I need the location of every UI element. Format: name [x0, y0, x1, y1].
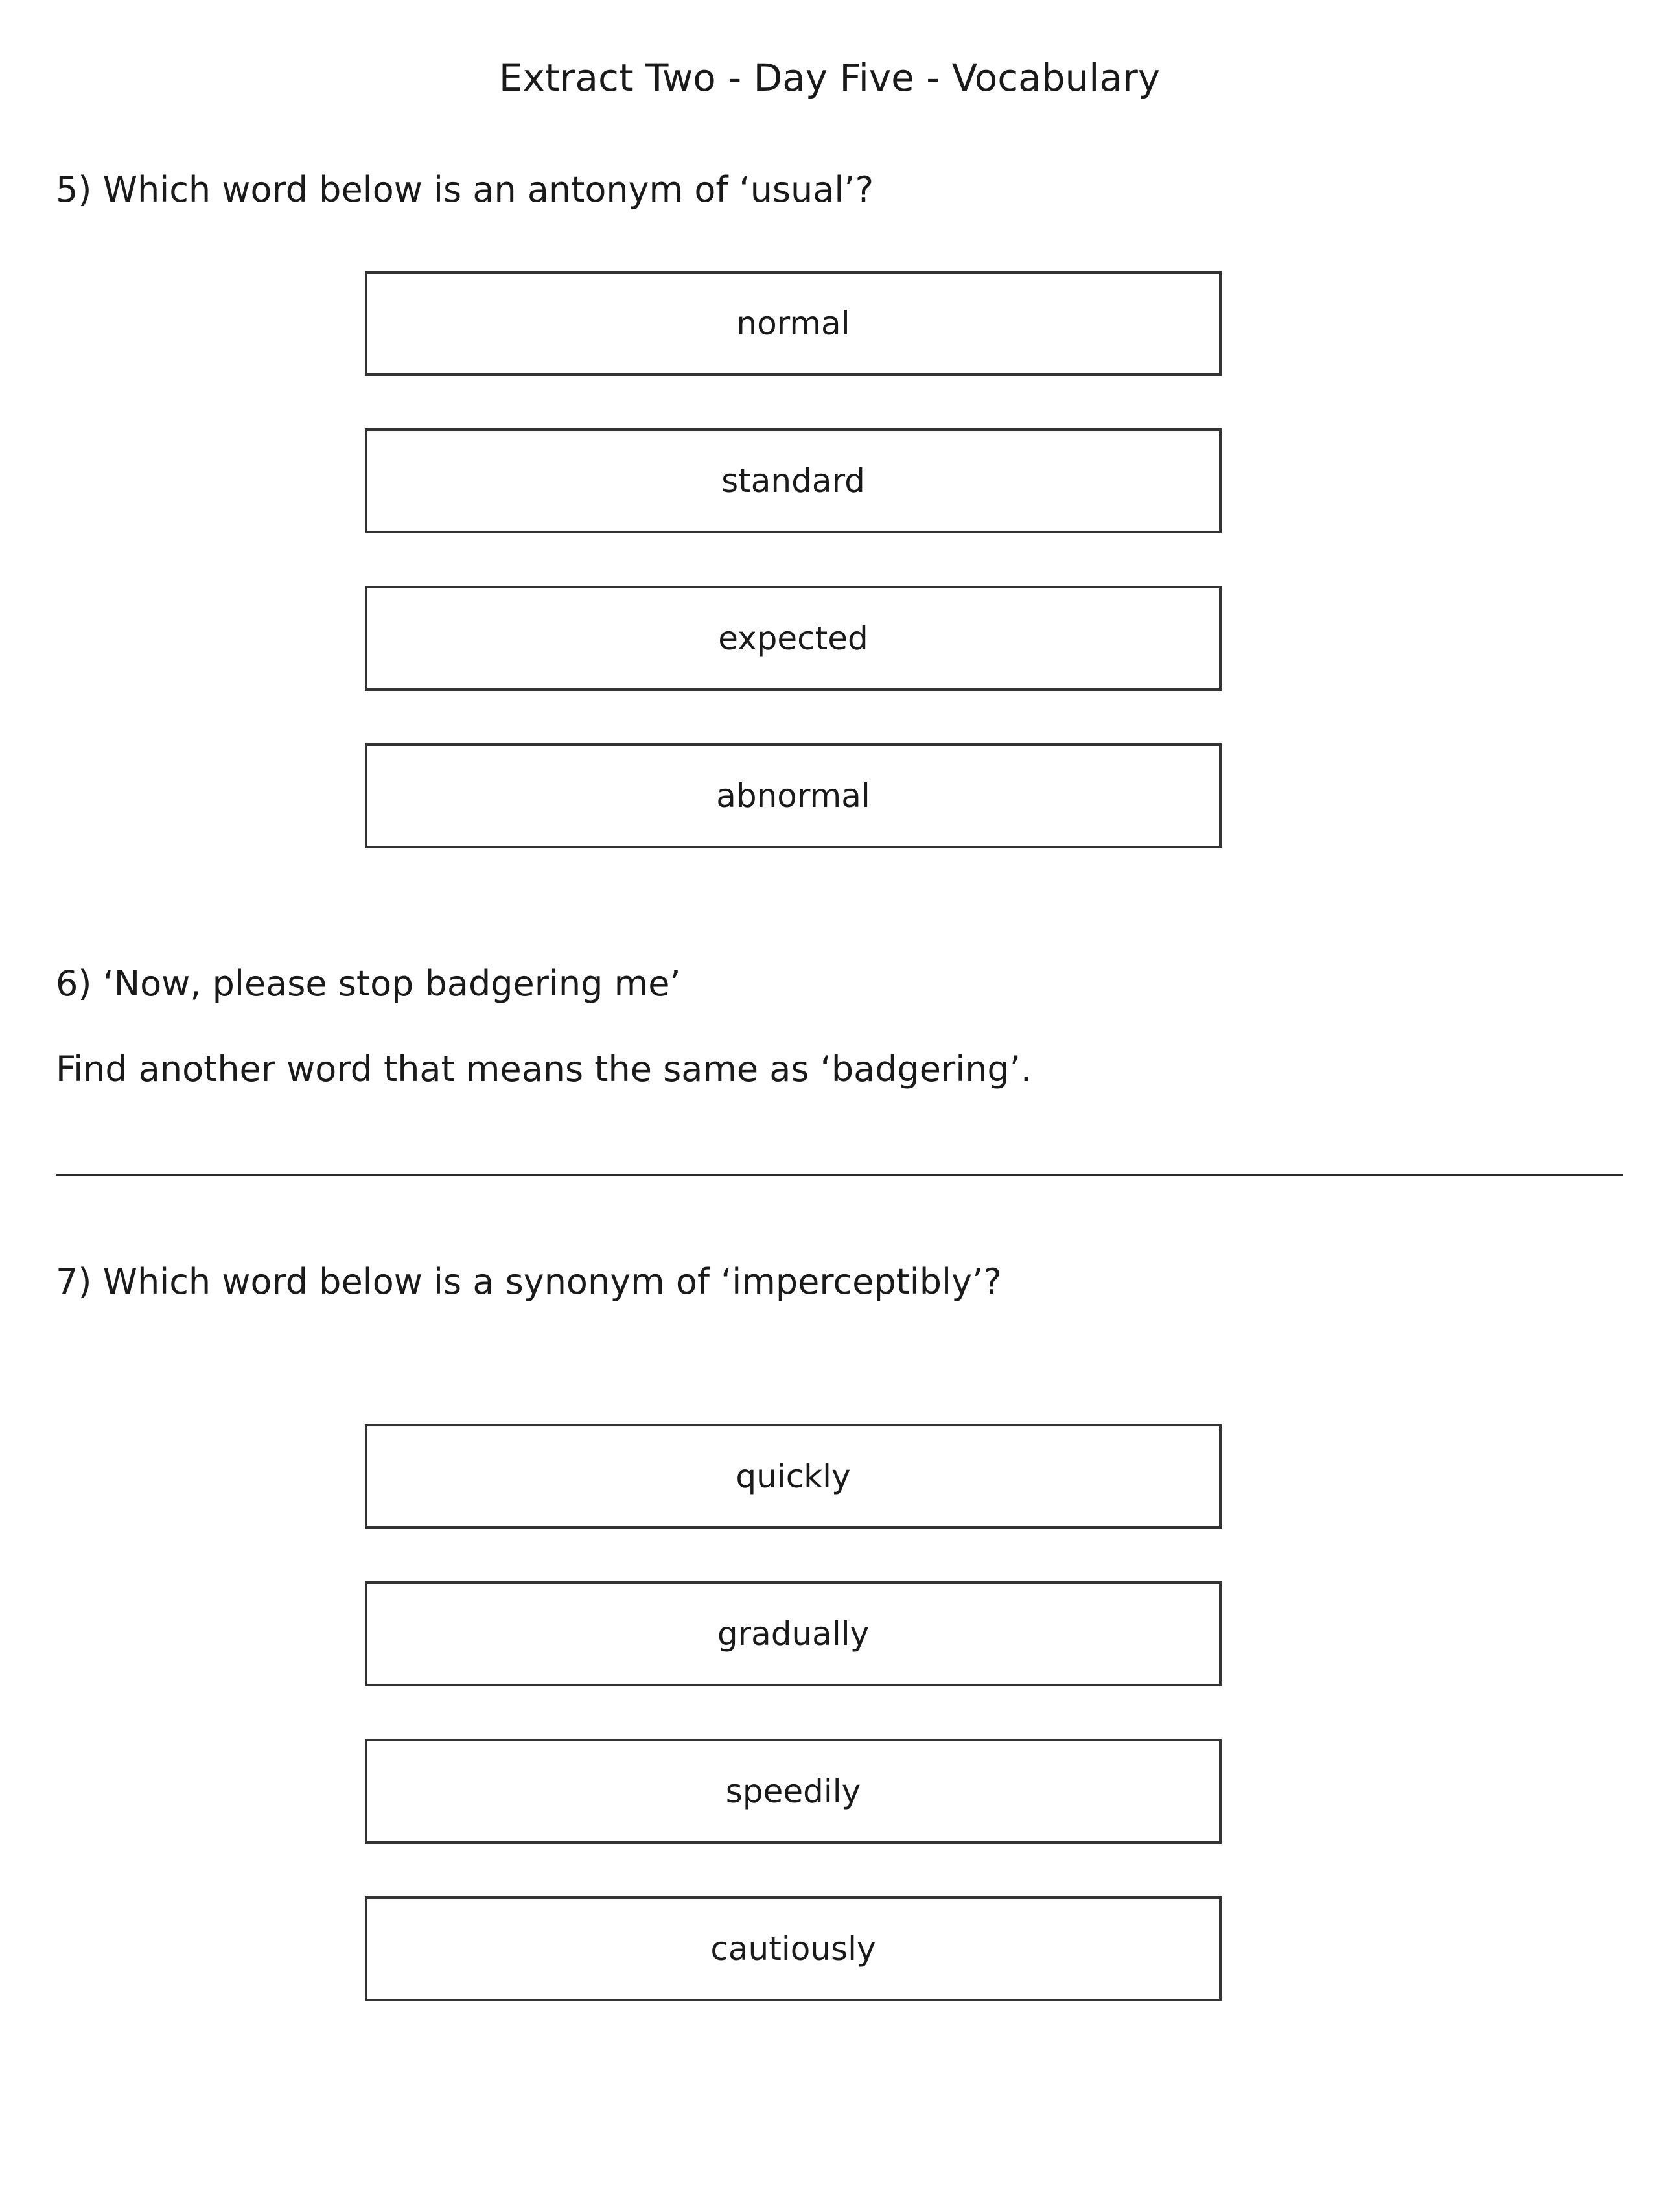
answer-option-cautiously[interactable]: cautiously — [365, 1896, 1222, 2001]
question-7-prompt: 7) Which word below is a synonym of ‘imperceptibly’? — [56, 1261, 1002, 1302]
answer-option-normal[interactable]: normal — [365, 271, 1222, 376]
answer-option-expected[interactable]: expected — [365, 586, 1222, 691]
question-6-instruction: Find another word that means the same as ‘badgering’. — [56, 1049, 1032, 1089]
question-5-options — [365, 271, 1222, 901]
question-6-prompt: 6) ‘Now, please stop badgering me’ — [56, 963, 681, 1004]
answer-option-speedily[interactable]: speedily — [365, 1739, 1222, 1844]
answer-option-standard[interactable]: standard — [365, 428, 1222, 533]
answer-option-quickly[interactable]: quickly — [365, 1424, 1222, 1529]
question-6-answer-line[interactable] — [56, 1174, 1623, 1176]
answer-option-gradually[interactable]: gradually — [365, 1581, 1222, 1686]
worksheet-title: Extract Two - Day Five - Vocabulary — [498, 56, 1161, 100]
answer-option-abnormal[interactable]: abnormal — [365, 743, 1222, 848]
question-7-options — [365, 1424, 1222, 2054]
question-5-prompt: 5) Which word below is an antonym of ‘usual’? — [56, 169, 874, 210]
